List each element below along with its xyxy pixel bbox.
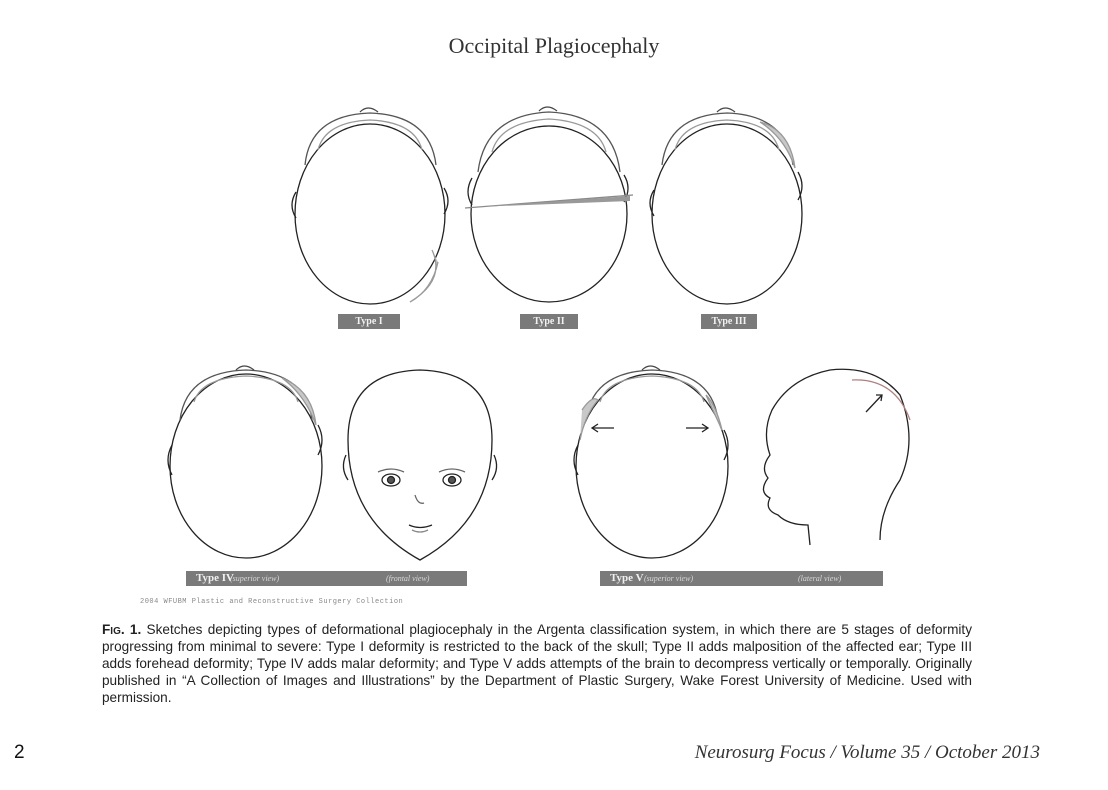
type4-frontal-face (343, 370, 496, 560)
type5-label: Type V (610, 572, 644, 584)
type4-superior-view-label: (superior view) (230, 574, 280, 583)
type2-superior-head (465, 107, 633, 302)
type2-label: Type II (520, 314, 578, 329)
type5-superior-head (574, 366, 728, 558)
type4-frontal-view-label: (frontal view) (386, 574, 430, 583)
type4-superior-head (168, 366, 322, 558)
image-credit: 2004 WFUBM Plastic and Reconstructive Surgery Collection (140, 598, 404, 606)
type3-label: Type III (701, 314, 757, 329)
type3-superior-head (650, 108, 802, 304)
type1-label: Type I (338, 314, 400, 329)
caption-text: Sketches depicting types of deformational plagiocephaly in the Argenta classification system, in which there are 5 stages of deformity progressing from minimal to severe: Type I deformity is restricted to the back of the skull; Type II adds malposition of the affected ear; Type III adds forehead deformity; Type IV adds malar deformity; and Type V adds attempts of the brain to decompress vertically or temporally. Originally published in “A Collection of Images and Illustrations” by the Department of Plastic Surgery, Wake Forest University of Medicine. Used with permission. (102, 622, 972, 705)
type1-superior-head (292, 108, 448, 304)
figure-caption (102, 621, 972, 706)
journal-footer: Neurosurg Focus / Volume 35 / October 2013 (694, 742, 1040, 763)
type5-lateral-view-label: (lateral view) (798, 574, 842, 583)
type5-label-bar (600, 571, 883, 586)
type4-label-bar (186, 571, 467, 586)
type5-lateral-head (763, 369, 910, 545)
caption-fig-label: Fig. 1. (102, 622, 142, 637)
type4-label: Type IV (196, 572, 234, 584)
figure-title: Occipital Plagiocephaly (448, 33, 660, 58)
type5-superior-view-label: (superior view) (644, 574, 694, 583)
page-number: 2 (14, 742, 25, 763)
